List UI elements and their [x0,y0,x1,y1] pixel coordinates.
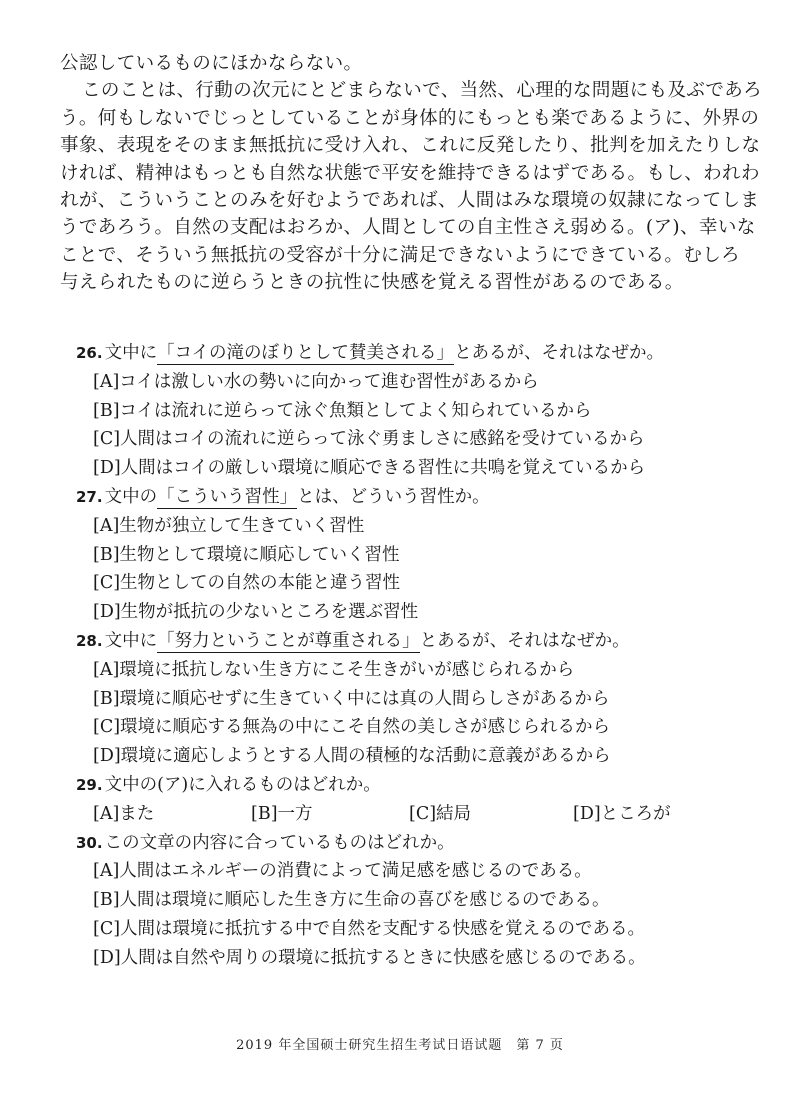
stem-text: とは、どういう習性か。 [297,486,490,507]
stem-text: とあるが、それはなぜか。 [454,343,665,363]
option-c[interactable]: [C]人間はコイの流れに逆らって泳ぐ勇ましさに感銘を受けているから [93,429,645,450]
passage-line: 公認しているものにほかならない。 [60,53,363,74]
option-d[interactable]: [D]生物が抵抗の少ないところを選ぶ習性 [93,602,419,623]
stem-text: とあるが、それはなぜか。 [419,630,630,651]
passage-line: このことは、行動の次元にとどまらないで、当然、心理的な問題にも及ぶであろ [82,80,763,102]
question-27 [76,483,766,627]
page-footer: 2019 年全国硕士研究生招生考试日语试题 第 7 页 [236,1038,564,1053]
question-number: 29. [76,775,103,794]
option-b[interactable]: [B]人間は環境に順応した生き方に生命の喜びを感じるのである。 [93,890,610,911]
option-a[interactable]: [A]人間はエネルギーの消費によって満足感を感じるのである。 [93,861,592,882]
question-29 [76,771,766,829]
question-number: 28. [76,631,103,650]
passage-line: ければ、精神はもっとも自然な状態で平安を維持できるはずである。もし、われわ [60,162,760,184]
option-a[interactable]: [A]また [93,803,155,824]
question-stem [76,483,766,512]
stem-text: 文中に [104,630,158,651]
option-c[interactable]: [C]環境に順応する無為の中にこそ自然の美しさが感じられるから [93,717,611,738]
question-28 [76,627,766,771]
option-c[interactable]: [C]生物としての自然の本能と違う習性 [93,573,401,594]
stem-text: 文中の(ア)に入れるものはどれか。 [104,774,381,795]
passage-line: うであろう。自然の支配はおろか、人間としての自主性さえ弱める。(ア)、幸いな [60,217,756,239]
stem-text: この文章の内容に合っているものはどれか。 [104,832,455,853]
question-stem [76,771,766,800]
passage-line: 与えられたものに逆らうときの抗性に快感を覚える習性があるのである。 [60,272,684,294]
option-b[interactable]: [B]一方 [251,803,313,824]
passage-line: 事象、表現をそのまま無抵抗に受け入れ、これに反発したり、批判を加えたりしな [60,135,761,157]
option-a[interactable]: [A]生物が独立して生きていく習性 [93,515,365,536]
option-row [76,800,766,829]
question-list [76,339,766,973]
option-c[interactable]: [C]結局 [409,803,472,824]
stem-text: 文中に [104,343,158,363]
option-c[interactable]: [C]人間は環境に抵抗する中で自然を支配する快感を覚えるのである。 [93,918,646,939]
question-26 [76,339,766,483]
question-30 [76,829,766,973]
option-a[interactable]: [A]環境に抵抗しない生き方にこそ生きがいが感じられるから [93,659,575,680]
option-d[interactable]: [D]ところが [573,803,671,824]
option-d[interactable]: [D]環境に適応しようとする人間の積極的な活動に意義があるから [93,746,611,767]
question-stem [76,627,766,656]
option-b[interactable]: [B]コイは流れに逆らって泳ぐ魚類としてよく知られているから [93,400,592,421]
question-stem [76,339,766,368]
option-d[interactable]: [D]人間はコイの厳しい環境に順応できる習性に共鳴を覚えているから [93,458,646,479]
option-b[interactable]: [B]生物として環境に順応していく習性 [93,544,400,565]
question-number: 26. [76,344,103,362]
question-stem [76,829,766,858]
stem-text: 文中の [104,486,158,507]
question-number: 30. [76,833,103,852]
option-d[interactable]: [D]人間は自然や周りの環境に抵抗するときに快感を感じるのである。 [93,947,646,968]
passage-line: ことで、そういう無抵抗の受容が十分に満足できないようにできている。むしろ [60,244,741,266]
underlined-quote: 「コイの滝のぼりとして賛美される」 [157,343,455,363]
question-number: 27. [76,487,103,506]
reading-passage [60,50,763,297]
underlined-quote: 「努力ということが尊重される」 [157,630,420,651]
passage-line: う。何もしないでじっとしていることが身体的にもっとも楽であるように、外界の [60,107,760,129]
passage-line: れが、こういうことのみを好むようであれば、人間はみな環境の奴隷になってしま [60,189,760,211]
option-b[interactable]: [B]環境に順応せずに生きていく中には真の人間らしさがあるから [93,688,610,709]
option-a[interactable]: [A]コイは激しい水の勢いに向かって進む習性があるから [93,371,539,392]
underlined-quote: 「こういう習性」 [157,486,298,507]
